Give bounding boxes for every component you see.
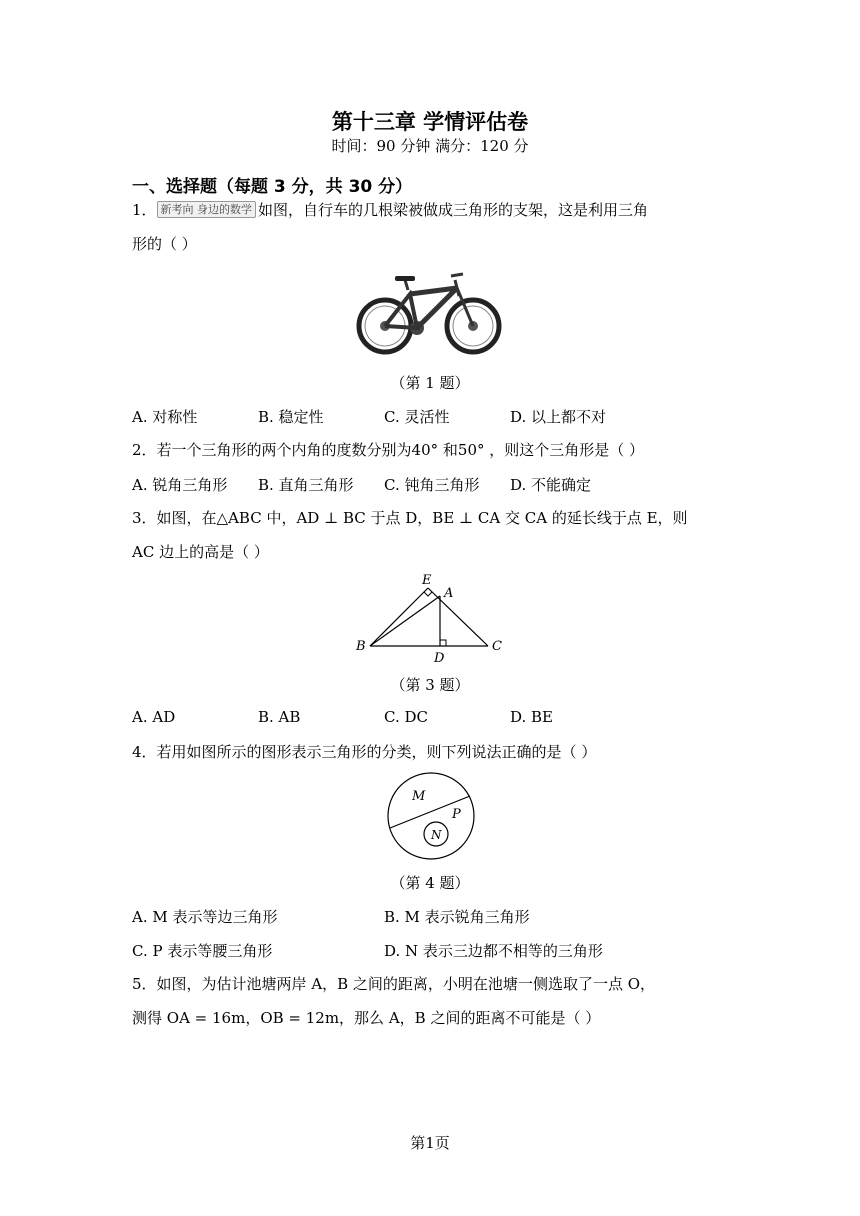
page-title: 第十三章 学情评估卷 xyxy=(331,110,529,134)
triangle-figure xyxy=(350,568,510,666)
q4-option-d: D. N 表示三边都不相等的三角形 xyxy=(384,942,603,960)
label-n: N xyxy=(431,828,442,842)
question-3-line2: AC 边上的高是（ ） xyxy=(132,543,269,561)
label-p: P xyxy=(452,807,461,822)
q3-option-b: B. AB xyxy=(258,708,301,726)
label-e: E xyxy=(422,573,432,588)
q3-option-a: A. AD xyxy=(132,708,176,726)
section-heading: 一、选择题（每题 3 分，共 30 分） xyxy=(132,177,413,197)
q2-option-a: A. 锐角三角形 xyxy=(132,476,228,494)
q1-option-a: A. 对称性 xyxy=(132,408,198,426)
label-c: C xyxy=(492,639,502,654)
question-2-text: 2．若一个三角形的两个内角的度数分别为40° 和50° ，则这个三角形是（ ） xyxy=(132,441,645,459)
figure-1-caption: （第 1 题） xyxy=(390,374,470,392)
q1-option-d: D. 以上都不对 xyxy=(510,408,607,426)
label-d: D xyxy=(434,651,445,666)
question-1-line2: 形的（ ） xyxy=(132,235,197,253)
q2-option-c: C. 钝角三角形 xyxy=(384,476,480,494)
question-1-text: 如图，自行车的几根梁被做成三角形的支架，这是利用三角 xyxy=(258,201,649,219)
figure-3-caption: （第 3 题） xyxy=(390,676,470,694)
q4-option-c: C. P 表示等腰三角形 xyxy=(132,942,273,960)
q2-option-b: B. 直角三角形 xyxy=(258,476,354,494)
figure-4-caption: （第 4 题） xyxy=(390,874,470,892)
label-a: A xyxy=(444,586,454,601)
q2-option-d: D. 不能确定 xyxy=(510,476,592,494)
q1-option-c: C. 灵活性 xyxy=(384,408,450,426)
question-1-line1 xyxy=(132,200,648,220)
label-m: M xyxy=(412,789,426,804)
question-5-line1: 5．如图，为估计池塘两岸 A，B 之间的距离，小明在池塘一侧选取了一点 O， xyxy=(132,975,656,993)
topic-tag: 新考向 身边的数学 xyxy=(157,201,257,218)
bicycle-image xyxy=(355,266,503,362)
q3-option-c: C. DC xyxy=(384,708,428,726)
page-number: 第1页 xyxy=(410,1134,450,1152)
label-b: B xyxy=(356,639,366,654)
question-1-number: 1． xyxy=(132,201,157,219)
q4-option-a: A. M 表示等边三角形 xyxy=(132,908,278,926)
q4-option-b: B. M 表示锐角三角形 xyxy=(384,908,530,926)
question-4-text: 4．若用如图所示的图形表示三角形的分类，则下列说法正确的是（ ） xyxy=(132,743,597,761)
classification-diagram xyxy=(384,770,478,864)
question-3-line1: 3．如图，在△ABC 中，AD ⊥ BC 于点 D，BE ⊥ CA 交 CA 的延长线于点 E，则 xyxy=(132,509,688,527)
exam-info: 时间：90 分钟 满分：120 分 xyxy=(331,137,529,155)
question-5-line2: 测得 OA = 16m，OB = 12m，那么 A，B 之间的距离不可能是（ ） xyxy=(132,1009,601,1027)
q1-option-b: B. 稳定性 xyxy=(258,408,324,426)
q3-option-d: D. BE xyxy=(510,708,554,726)
